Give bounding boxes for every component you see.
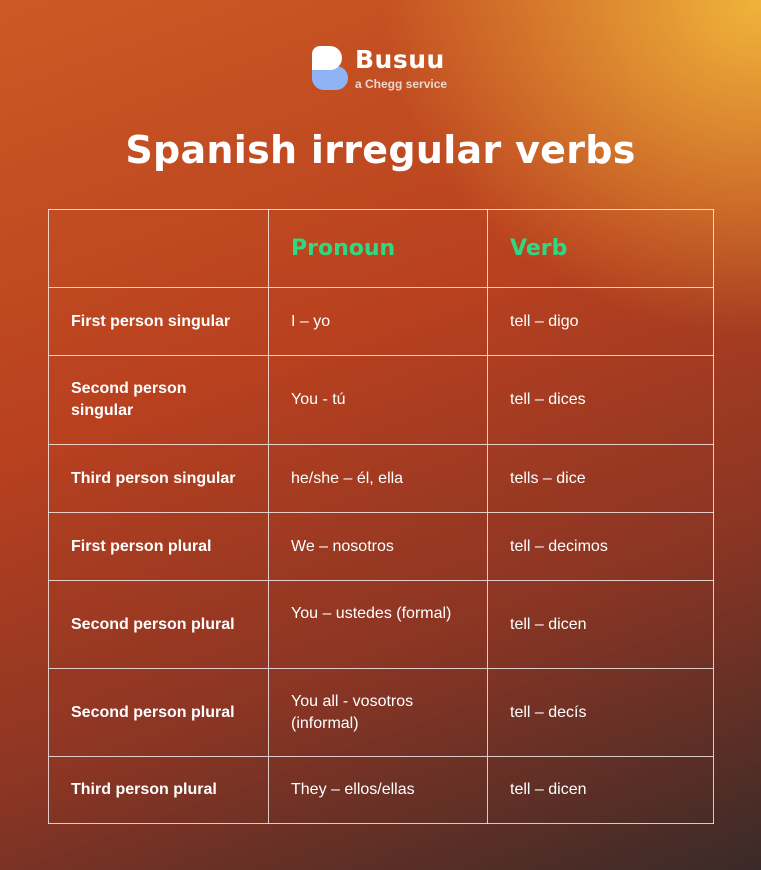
header-empty-cell: [49, 210, 269, 288]
pronoun-cell: he/she – él, ella: [269, 445, 488, 513]
pronoun-cell: I – yo: [269, 288, 488, 356]
header-verb: Verb: [488, 210, 714, 288]
busuu-logo-icon: [312, 46, 348, 90]
person-cell: Second person singular: [49, 356, 269, 445]
verb-cell: tell – dicen: [488, 757, 714, 824]
pronoun-cell: They – ellos/ellas: [269, 757, 488, 824]
verb-table: [48, 209, 714, 824]
pronoun-cell: We – nosotros: [269, 513, 488, 581]
person-cell: Second person plural: [49, 581, 269, 669]
table-row: [49, 288, 714, 356]
brand-tagline: a Chegg service: [355, 77, 448, 91]
header-pronoun: Pronoun: [269, 210, 488, 288]
person-cell: First person singular: [49, 288, 269, 356]
table-row: [49, 581, 714, 669]
table-header-row: [49, 210, 714, 288]
table-row: [49, 669, 714, 757]
person-cell: Third person plural: [49, 757, 269, 824]
page-title: Spanish irregular verbs: [125, 128, 636, 172]
verb-cell: tell – digo: [488, 288, 714, 356]
table-row: [49, 513, 714, 581]
verb-cell: tell – dicen: [488, 581, 714, 669]
pronoun-cell: You all - vosotros (informal): [269, 669, 488, 757]
brand-header: [312, 46, 447, 91]
table-row: [49, 757, 714, 824]
verb-cell: tell – dices: [488, 356, 714, 445]
person-cell: Third person singular: [49, 445, 269, 513]
table-row: [49, 356, 714, 445]
verb-cell: tell – decimos: [488, 513, 714, 581]
person-cell: Second person plural: [49, 669, 269, 757]
person-cell: First person plural: [49, 513, 269, 581]
verb-cell: tell – decís: [488, 669, 714, 757]
brand-name: Busuu: [355, 45, 445, 74]
pronoun-cell: You - tú: [269, 356, 488, 445]
verb-cell: tells – dice: [488, 445, 714, 513]
table-row: [49, 445, 714, 513]
brand-text: [355, 46, 447, 91]
pronoun-cell: You – ustedes (formal): [269, 581, 488, 669]
